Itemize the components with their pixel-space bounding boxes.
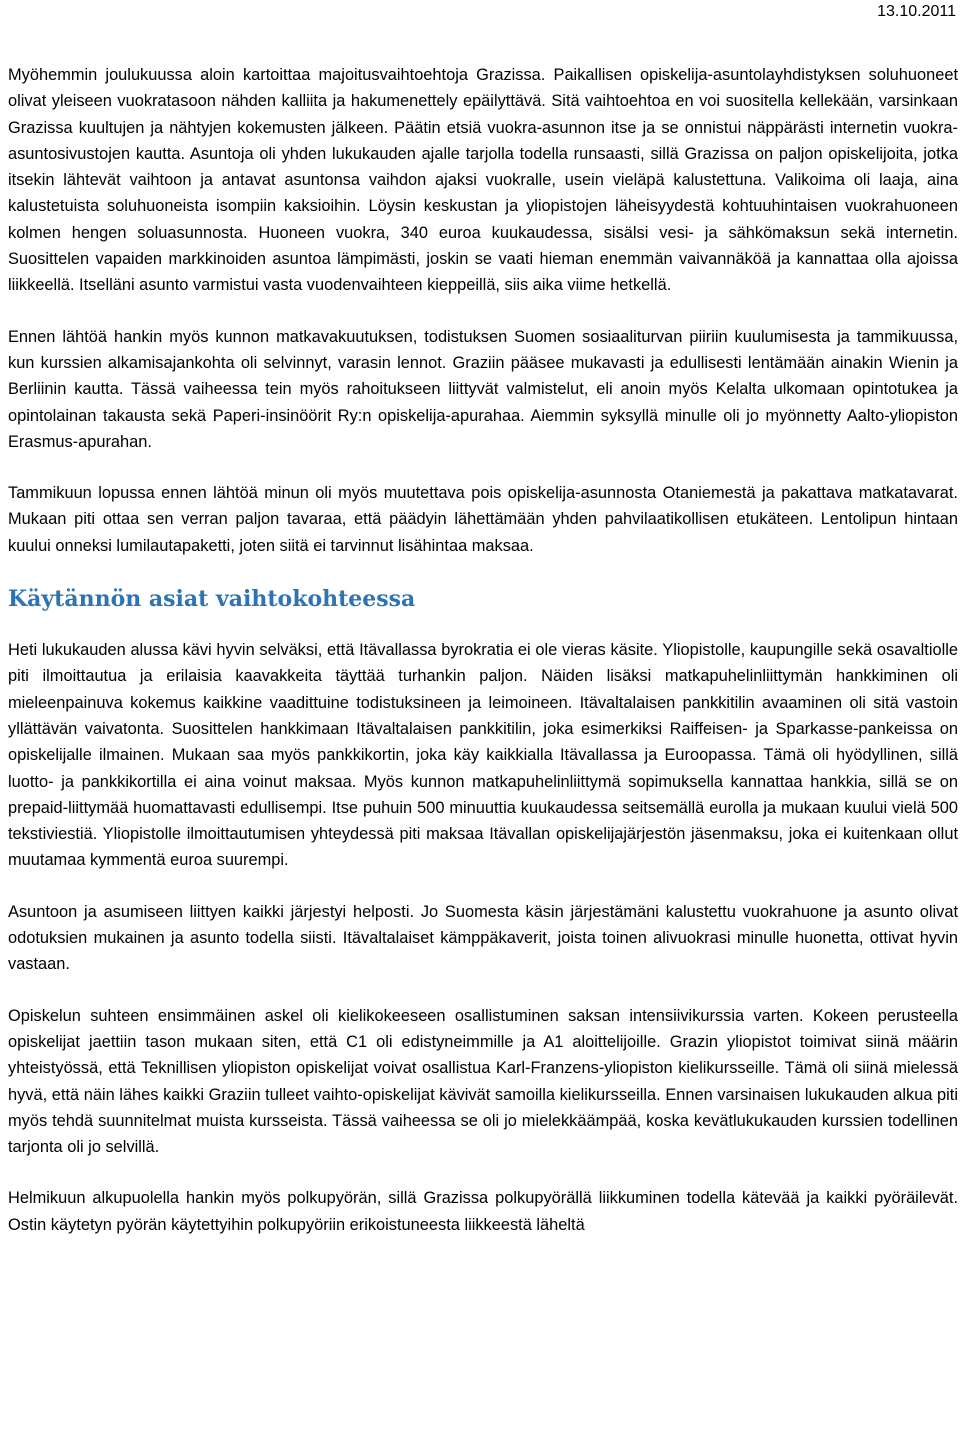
paragraph-preparations: Ennen lähtöä hankin myös kunnon matkavakuutuksen, todistuksen Suomen sosiaaliturvan piiriin kuulumisesta ja tammikuussa, kun kurssien alkamisajankohta oli selvinnyt, varasin lennot. Graziin pääsee mukavasti ja edullisesti lentämään ainakin Wienin ja Berliinin kautta. Tässä vaiheessa tein myös rahoitukseen liittyvät valmistelut, eli anoin myös Kelalta ulkomaan opintotukea ja opintolainan takausta sekä Paperi-insinöörit Ry:n opiskelija-apurahaa. Aiemmin syksyllä minulle oli jo myönnetty Aalto-yliopiston Erasmus-apurahan. [8,327,958,451]
paragraph-housing: Myöhemmin joulukuussa aloin kartoittaa majoitusvaihtoehtoja Grazissa. Paikallisen opiskelija-asuntolayhdistyksen soluhuoneet olivat yleiseen vuokratasoon nähden kalliita ja hakumenettely epäilyttävä. Sitä vaihtoehtoa en voi suositella kellekään, varsinkaan Grazissa kuultujen ja nähtyjen kokemusten jälkeen. Päätin etsiä vuokra-asunnon itse ja se onnistui näppärästi internetin vuokra-asuntosivustojen kautta. Asuntoja oli yhden lukukauden ajalle tarjolla todella runsaasti, sillä Grazissa on paljon opiskelijoita, jotka itsekin lähtevät vaihtoon ja antavat asuntonsa vaihdon ajaksi vuokralle, usein vieläpä kalustettuna. Valikoima oli laaja, aina kalustetuista soluhuoneista isompiin kaksioihin. Löysin keskustan ja yliopistojen läheisyydestä kohtuuhintaisen vuokrahuoneen kolmen hengen soluasunnosta. Huoneen vuokra, 340 euroa kuukaudessa, sisälsi vesi- ja sähkömaksun sekä internetin. Suosittelen vapaiden markkinoiden asuntoa lämpimästi, joskin se vaati hieman enemmän vaivannäköä ja kannattaa olla ajoissa liikkeellä. Itselläni asunto varmistui vasta vuodenvaihteen kieppeillä, siis aika viime hetkellä. [8,66,958,295]
document-date: 13.10.2011 [877,3,956,20]
document-body [8,62,958,1263]
paragraph-bicycle: Helmikuun alkupuolella hankin myös polkupyörän, sillä Grazissa polkupyörällä liikkuminen todella kätevää ja kaikki pyöräilevät. Ostin käytetyn pyörän käytettyihin polkupyöriin erikoistuneesta liikkeestä läheltä [8,1189,958,1234]
paragraph-moving: Tammikuun lopussa ennen lähtöä minun oli myös muutettava pois opiskelija-asunnosta Otaniemestä ja pakattava matkatavarat. Mukaan piti ottaa sen verran paljon tavaraa, että päädyin lähettämään yhden pahvilaatikollisen etukäteen. Lentolipun hintaan kuului onneksi lumilautapaketti, joten siitä ei tarvinnut lisähintaa maksaa. [8,484,958,555]
paragraph-accommodation: Asuntoon ja asumiseen liittyen kaikki järjestyi helposti. Jo Suomesta käsin järjestämäni kalustettu vuokrahuone ja asunto olivat odotuksien mukainen ja asunto todella siisti. Itävaltalaiset kämppäkaverit, joista toinen alivuokrasi minulle huonetta, ottivat hyvin vastaan. [8,902,958,974]
paragraph-bureaucracy: Heti lukukauden alussa kävi hyvin selväksi, että Itävallassa byrokratia ei ole vieras käsite. Yliopistolle, kaupungille sekä osavaltiolle piti ilmoittautua ja erilaisia kaavakkeita täyttää turhankin paljon. Näiden lisäksi matkapuhelinliittymän hankkiminen oli mieleenpainuva kokemus kaikkine vaadittuine todistuksineen ja leimoineen. Itävaltalaisen pankkitilin avaaminen oli sitä vastoin yllättävän vaivatonta. Suosittelen hankkimaan Itävaltalaisen pankkitilin, joka esimerkiksi Raiffeisen- ja Sparkasse-pankeissa on opiskelijalle ilmainen. Mukaan saa myös pankkikortin, joka käy kaikkialla Itävallassa ja Euroopassa. Tämä oli hyödyllinen, sillä luotto- ja pankkikortilla ei aina voinut maksaa. Myös kunnon matkapuhelinliittymä sopimuksella kannattaa hankkia, sillä se on prepaid-liittymää huomattavasti edullisempi. Itse puhuin 500 minuuttia kuukaudessa seitsemällä eurolla ja mukaan kuului vielä 500 tekstiviestiä. Yliopistolle ilmoittautumisen yhteydessä piti maksaa Itävallan opiskelijajärjestön jäsenmaksu, joka ei kuitenkaan ollut muutamaa kymmentä euroa suurempi. [8,641,958,870]
paragraph-studies: Opiskelun suhteen ensimmäinen askel oli kielikokeeseen osallistuminen saksan intensiivikurssia varten. Kokeen perusteella opiskelijat jaettiin tason mukaan siten, että C1 oli edistyneimmille ja A1 aloittelijoille. Grazin yliopistot toimivat siinä määrin yhteistyössä, että Teknillisen yliopiston opiskelijat voivat osallistua Karl-Franzens-yliopiston kielikursseille. Tämä oli siinä mielessä hyvä, että näin lähes kaikki Graziin tulleet vaihto-opiskelijat kävivät samoilla kielikursseilla. Ennen varsinaisen lukukauden alkua piti myös tehdä suunnitelmat muista kursseista. Tässä vaiheessa se oli jo mielekkäämpää, koska kevätlukukauden kurssien todellinen tarjonta oli jo selvillä. [8,1006,958,1157]
section-heading: Käytännön asiat vaihtokohteessa [8,586,416,613]
